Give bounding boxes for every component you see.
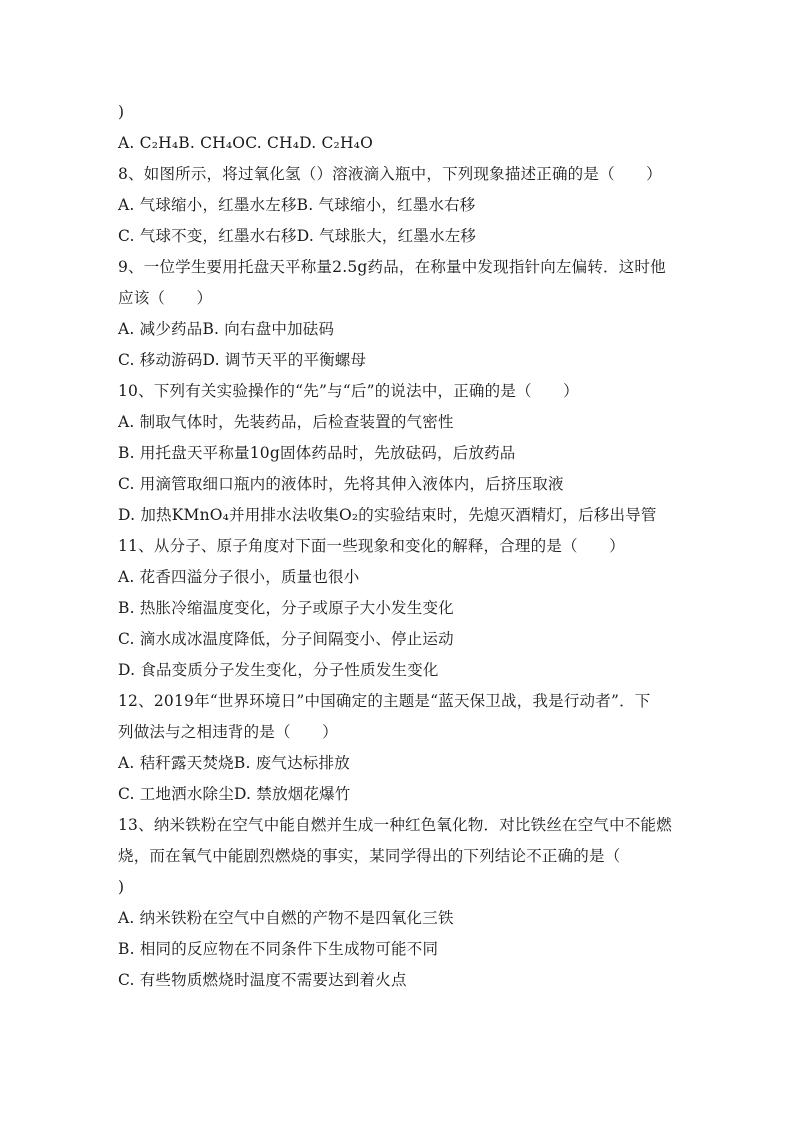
q11-option-c: C. 滴水成冰温度降低，分子间隔变小、停止运动 bbox=[118, 630, 454, 648]
q9-options-cd: C. 移动游码D. 调节天平的平衡螺母 bbox=[118, 351, 367, 369]
q13-option-c: C. 有些物质燃烧时温度不需要达到着火点 bbox=[118, 971, 407, 989]
q13-option-b: B. 相同的反应物在不同条件下生成物可能不同 bbox=[118, 940, 439, 958]
q12-options-cd: C. 工地洒水除尘D. 禁放烟花爆竹 bbox=[118, 785, 351, 803]
q13-closing-paren: ) bbox=[118, 878, 125, 896]
q9-stem-line1: 9、一位学生要用托盘天平称量2.5g药品，在称量中发现指针向左偏转．这时他 bbox=[118, 258, 666, 276]
q8-options-cd: C. 气球不变，红墨水右移D. 气球胀大，红墨水左移 bbox=[118, 227, 477, 245]
q13-stem-line1: 13、纳米铁粉在空气中能自燃并生成一种红色氧化物．对比铁丝在空气中不能燃 bbox=[118, 816, 672, 834]
q12-options-ab: A. 秸秆露天焚烧B. 废气达标排放 bbox=[118, 754, 350, 772]
q7-closing-paren: ) bbox=[118, 103, 125, 121]
q10-option-b: B. 用托盘天平称量10g固体药品时，先放砝码，后放药品 bbox=[118, 444, 516, 462]
q10-option-d: D. 加热KMnO₄并用排水法收集O₂的实验结束时，先熄灭酒精灯，后移出导管 bbox=[118, 506, 657, 524]
q11-option-d: D. 食品变质分子发生变化，分子性质发生变化 bbox=[118, 661, 439, 679]
q9-options-ab: A. 减少药品B. 向右盘中加砝码 bbox=[118, 320, 335, 338]
q11-stem: 11、从分子、原子角度对下面一些现象和变化的解释，合理的是（ ） bbox=[118, 537, 625, 555]
q8-options-ab: A. 气球缩小，红墨水左移B. 气球缩小，红墨水右移 bbox=[118, 196, 476, 214]
q10-stem: 10、下列有关实验操作的“先”与“后”的说法中，正确的是（ ） bbox=[118, 382, 579, 400]
q8-stem: 8、如图所示，将过氧化氢（）溶液滴入瓶中，下列现象描述正确的是（ ） bbox=[118, 165, 662, 183]
q11-option-a: A. 花香四溢分子很小，质量也很小 bbox=[118, 568, 360, 586]
q12-stem-line2: 列做法与之相违背的是（ ） bbox=[118, 723, 338, 741]
q10-option-a: A. 制取气体时，先装药品，后检查装置的气密性 bbox=[118, 413, 454, 431]
q13-option-a: A. 纳米铁粉在空气中自燃的产物不是四氧化三铁 bbox=[118, 909, 454, 927]
q9-stem-line2: 应该（ ） bbox=[118, 289, 213, 307]
q12-stem-line1: 12、2019年“世界环境日”中国确定的主题是“蓝天保卫战，我是行动者”．下 bbox=[118, 692, 651, 710]
q13-stem-line2: 烧，而在氧气中能剧烈燃烧的事实，某同学得出的下列结论不正确的是（ bbox=[118, 847, 621, 865]
q10-option-c: C. 用滴管取细口瓶内的液体时，先将其伸入液体内，后挤压取液 bbox=[118, 475, 564, 493]
q7-options: A. C₂H₄B. CH₄OC. CH₄D. C₂H₄O bbox=[118, 134, 373, 152]
q11-option-b: B. 热胀冷缩温度变化，分子或原子大小发生变化 bbox=[118, 599, 454, 617]
